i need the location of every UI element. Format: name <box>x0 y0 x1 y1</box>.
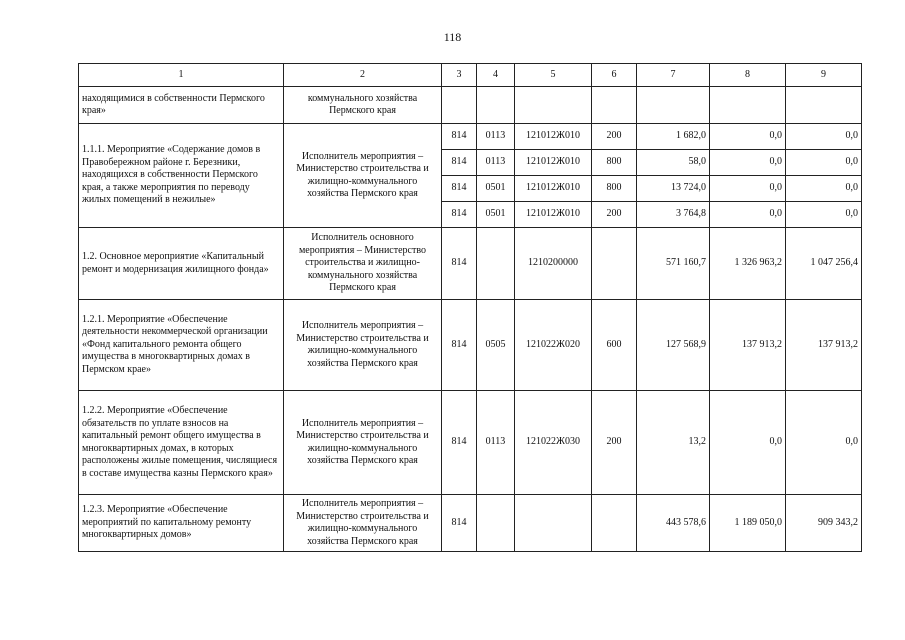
empty-cell <box>710 87 786 124</box>
table-row <box>79 391 862 495</box>
header-cell: 7 <box>637 64 710 87</box>
amount-col7-cell: 1 682,0 <box>637 124 710 150</box>
section-code-cell: 0505 <box>477 300 515 391</box>
amount-col8-cell: 0,0 <box>710 150 786 176</box>
section-code-cell: 0501 <box>477 176 515 202</box>
target-article-cell <box>515 495 592 552</box>
amount-col7-cell: 443 578,6 <box>637 495 710 552</box>
expense-type-cell <box>592 495 637 552</box>
header-cell: 3 <box>442 64 477 87</box>
executor-cell: Исполнитель мероприятия – Министерство строительства и жилищно-коммунального хозяйства Пермского края <box>284 391 442 495</box>
section-code-cell: 0113 <box>477 124 515 150</box>
target-article-cell: 121022Ж020 <box>515 300 592 391</box>
ministry-code-cell: 814 <box>442 202 477 228</box>
amount-col8-cell: 0,0 <box>710 176 786 202</box>
ministry-code-cell: 814 <box>442 150 477 176</box>
executor-cell: коммунального хозяйства Пермского края <box>284 87 442 124</box>
header-cell: 2 <box>284 64 442 87</box>
section-code-cell: 0501 <box>477 202 515 228</box>
amount-col8-cell: 1 189 050,0 <box>710 495 786 552</box>
measure-name-cell: 1.1.1. Мероприятие «Содержание домов в Правобережном районе г. Березники, находящихся в собственности Пермского края, а также мероприятия по переводу жилых помещений в нежилые» <box>79 124 284 228</box>
amount-col7-cell: 13 724,0 <box>637 176 710 202</box>
executor-cell: Исполнитель мероприятия – Министерство строительства и жилищно-коммунального хозяйства Пермского края <box>284 124 442 228</box>
expense-type-cell: 800 <box>592 176 637 202</box>
measure-name-cell: 1.2.2. Мероприятие «Обеспечение обязательств по уплате взносов на капитальный ремонт общего имущества в многоквартирных домах, в которых расположены жилые помещения, числящиеся в составе имущества казны Пермского края» <box>79 391 284 495</box>
target-article-cell: 121012Ж010 <box>515 176 592 202</box>
expense-type-cell: 600 <box>592 300 637 391</box>
amount-col9-cell: 0,0 <box>786 176 862 202</box>
ministry-code-cell: 814 <box>442 176 477 202</box>
measure-name-cell: 1.2. Основное мероприятие «Капитальный ремонт и модернизация жилищного фонда» <box>79 228 284 300</box>
section-code-cell: 0113 <box>477 391 515 495</box>
table-row <box>79 87 862 124</box>
target-article-cell: 1210200000 <box>515 228 592 300</box>
table-row <box>79 124 862 150</box>
table-row <box>79 495 862 552</box>
section-code-cell <box>477 495 515 552</box>
amount-col7-cell: 58,0 <box>637 150 710 176</box>
header-cell: 5 <box>515 64 592 87</box>
ministry-code-cell: 814 <box>442 495 477 552</box>
amount-col9-cell: 909 343,2 <box>786 495 862 552</box>
ministry-code-cell: 814 <box>442 228 477 300</box>
expense-type-cell <box>592 228 637 300</box>
amount-col8-cell: 0,0 <box>710 202 786 228</box>
amount-col9-cell: 137 913,2 <box>786 300 862 391</box>
empty-cell <box>592 87 637 124</box>
target-article-cell: 121022Ж030 <box>515 391 592 495</box>
amount-col7-cell: 13,2 <box>637 391 710 495</box>
target-article-cell: 121012Ж010 <box>515 202 592 228</box>
section-code-cell: 0113 <box>477 150 515 176</box>
executor-cell: Исполнитель мероприятия – Министерство строительства и жилищно-коммунального хозяйства Пермского края <box>284 300 442 391</box>
amount-col8-cell: 137 913,2 <box>710 300 786 391</box>
ministry-code-cell: 814 <box>442 391 477 495</box>
executor-cell: Исполнитель основного мероприятия – Министерство строительства и жилищно-коммунального хозяйства Пермского края <box>284 228 442 300</box>
amount-col7-cell: 127 568,9 <box>637 300 710 391</box>
amount-col8-cell: 0,0 <box>710 391 786 495</box>
amount-col9-cell: 1 047 256,4 <box>786 228 862 300</box>
amount-col7-cell: 571 160,7 <box>637 228 710 300</box>
amount-col8-cell: 1 326 963,2 <box>710 228 786 300</box>
section-code-cell <box>477 228 515 300</box>
expense-type-cell: 800 <box>592 150 637 176</box>
expense-type-cell: 200 <box>592 124 637 150</box>
header-cell: 6 <box>592 64 637 87</box>
header-cell: 8 <box>710 64 786 87</box>
header-row <box>79 64 862 87</box>
amount-col9-cell: 0,0 <box>786 124 862 150</box>
amount-col9-cell: 0,0 <box>786 391 862 495</box>
header-cell: 9 <box>786 64 862 87</box>
measure-name-cell: 1.2.1. Мероприятие «Обеспечение деятельности некоммерческой организации «Фонд капитального ремонта общего имущества в многоквартирных домах в Пермском крае» <box>79 300 284 391</box>
target-article-cell: 121012Ж010 <box>515 150 592 176</box>
measure-name-cell: 1.2.3. Мероприятие «Обеспечение мероприятий по капитальному ремонту многоквартирных домов» <box>79 495 284 552</box>
target-article-cell: 121012Ж010 <box>515 124 592 150</box>
measure-name-cell: находящимися в собственности Пермского края» <box>79 87 284 124</box>
budget-table <box>78 63 862 552</box>
ministry-code-cell: 814 <box>442 124 477 150</box>
empty-cell <box>786 87 862 124</box>
page-number: 118 <box>443 30 462 44</box>
empty-cell <box>515 87 592 124</box>
amount-col7-cell: 3 764,8 <box>637 202 710 228</box>
amount-col8-cell: 0,0 <box>710 124 786 150</box>
empty-cell <box>637 87 710 124</box>
amount-col9-cell: 0,0 <box>786 150 862 176</box>
amount-col9-cell: 0,0 <box>786 202 862 228</box>
expense-type-cell: 200 <box>592 391 637 495</box>
header-cell: 4 <box>477 64 515 87</box>
empty-cell <box>477 87 515 124</box>
executor-cell: Исполнитель мероприятия – Министерство строительства и жилищно-коммунального хозяйства Пермского края <box>284 495 442 552</box>
table-row <box>79 228 862 300</box>
header-cell: 1 <box>79 64 284 87</box>
ministry-code-cell: 814 <box>442 300 477 391</box>
expense-type-cell: 200 <box>592 202 637 228</box>
empty-cell <box>442 87 477 124</box>
table-row <box>79 300 862 391</box>
